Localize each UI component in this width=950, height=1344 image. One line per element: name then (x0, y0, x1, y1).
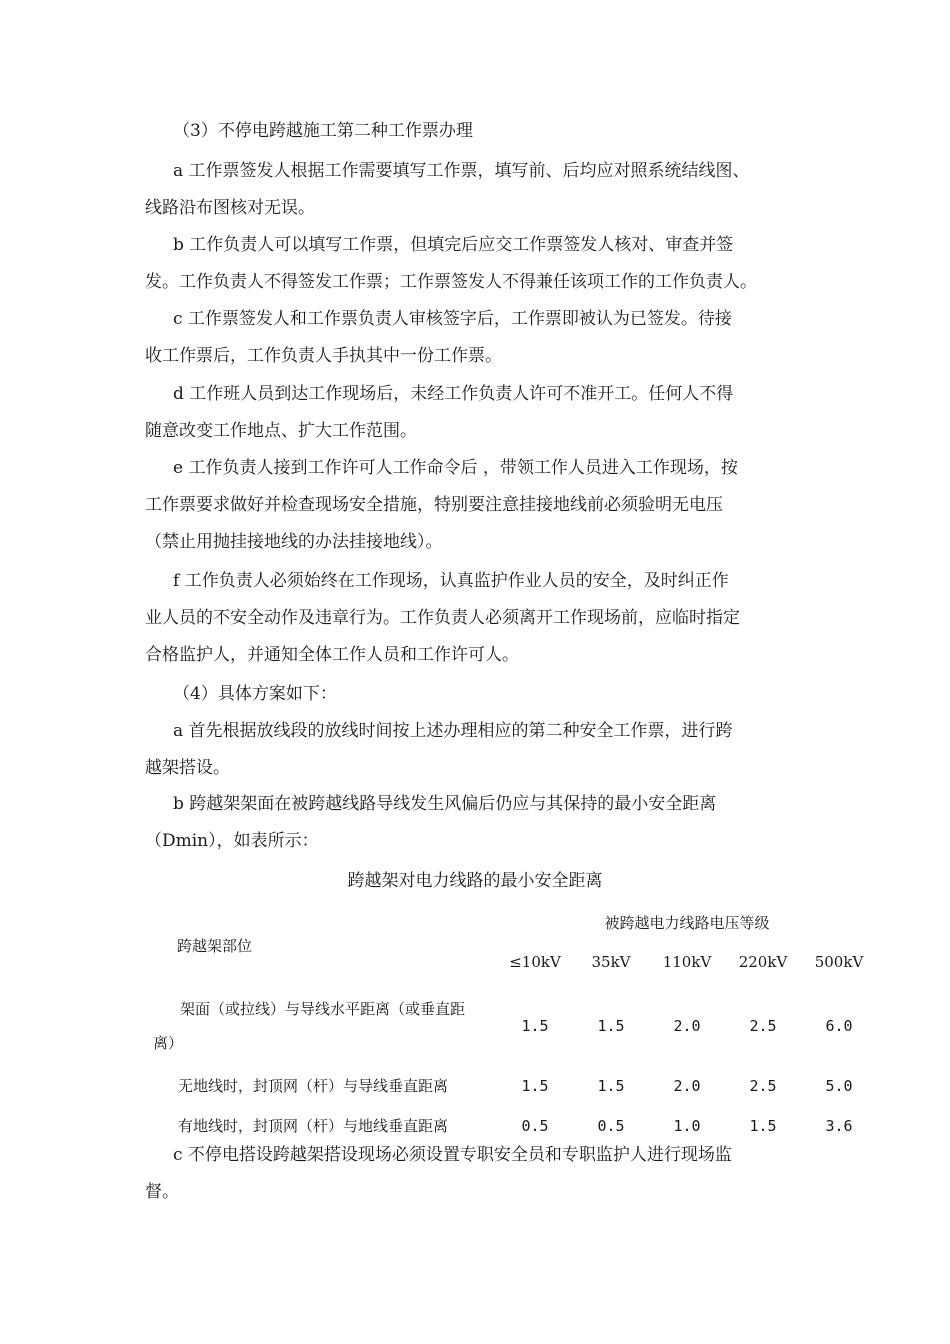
table-cell: 6.0 (825, 1017, 853, 1035)
section-3-heading (173, 113, 833, 150)
column-header: 110kV (662, 953, 712, 971)
column-header: 35kV (591, 953, 631, 971)
paragraph-line: 收工作票后，工作负责人手执其中一份工作票。 (145, 346, 502, 366)
paragraph-line: a 工作票签发人根据工作需要填写工作票，填写前、后均应对照系统结线图、 (173, 161, 750, 181)
table-cell: 1.5 (521, 1017, 549, 1035)
row-label-line: 无地线时，封顶网（杆）与导线垂直距离 (178, 1077, 449, 1095)
paragraph-line: f 工作负责人必须始终在工作现场，认真监护作业人员的安全，及时纠正作 (173, 571, 729, 591)
paragraph-line: 业人员的不安全动作及违章行为。工作负责人必须离开工作现场前，应临时指定 (145, 608, 740, 628)
table-cell: 3.6 (825, 1117, 853, 1135)
column-header: 220kV (738, 953, 788, 971)
table-cell: 2.5 (749, 1077, 777, 1095)
paragraph-b (145, 227, 805, 301)
table-cell: 2.0 (673, 1017, 701, 1035)
row-label-line: 有地线时，封顶网（杆）与地线垂直距离 (178, 1117, 449, 1135)
row-label-line: 离） (153, 1034, 184, 1052)
paragraph-f (145, 563, 805, 674)
row-label (145, 1067, 497, 1105)
paragraph-line: 工作票要求做好并检查现场安全措施，特别要注意挂接地线前必须验明无电压 (145, 495, 723, 515)
table-cell: 1.5 (521, 1077, 549, 1095)
table-cell: 1.5 (749, 1117, 777, 1135)
paragraph-line: c 工作票签发人和工作票负责人审核签字后，工作票即被认为已签发。待接 (173, 309, 732, 329)
paragraph-c (145, 301, 805, 375)
paragraph-line: a 首先根据放线段的放线时间按上述办理相应的第二种安全工作票，进行跨 (173, 721, 733, 741)
paragraph-4c (145, 1137, 805, 1211)
column-header: 500kV (814, 953, 864, 971)
paragraph-d (145, 376, 805, 450)
paragraph-line: 越架搭设。 (145, 758, 230, 778)
paragraph-a (145, 153, 805, 227)
table-cell: 1.0 (673, 1117, 701, 1135)
table-cell: 1.5 (597, 1077, 625, 1095)
paragraph-line: d 工作班人员到达工作现场后，未经工作负责人许可不准开工。任何人不得 (173, 384, 734, 404)
table-caption: 跨越架对电力线路的最小安全距离 (347, 871, 603, 891)
table-row (145, 1067, 877, 1105)
paragraph-line: 随意改变工作地点、扩大工作范围。 (145, 421, 417, 441)
table-cell: 1.5 (597, 1017, 625, 1035)
row-header-label: 跨越架部位 (177, 936, 253, 955)
paragraph-line: （4）具体方案如下： (173, 684, 337, 704)
table-cell: 2.0 (673, 1077, 701, 1095)
table-cell: 2.5 (749, 1017, 777, 1035)
paragraph-line: 督。 (145, 1182, 179, 1202)
paragraph-4b (145, 786, 805, 860)
paragraph-4a (145, 713, 805, 787)
column-header: ≤10kV (509, 953, 561, 971)
paragraph-line: 合格监护人，并通知全体工作人员和工作许可人。 (145, 645, 519, 665)
paragraph-e (145, 450, 805, 561)
paragraph-line: 线路沿布图核对无误。 (145, 198, 315, 218)
table-header-row (145, 905, 877, 939)
paragraph-line: b 跨越架架面在被跨越线路导线发生风偏后仍应与其保持的最小安全距离 (173, 794, 717, 814)
paragraph-line: 发。工作负责人不得签发工作票；工作票签发人不得兼任该项工作的工作负责人。 (145, 272, 757, 292)
table-cell: 0.5 (521, 1117, 549, 1135)
paragraph-line: （3）不停电跨越施工第二种工作票办理 (173, 121, 473, 141)
paragraph-line: （禁止用抛挂接地线的办法挂接地线）。 (145, 532, 443, 552)
row-label (145, 985, 497, 1067)
paragraph-line: （Dmin），如表所示： (145, 831, 319, 851)
table-row (145, 985, 877, 1067)
row-label-line: 架面（或拉线）与导线水平距离（或垂直距 (180, 1000, 466, 1018)
paragraph-line: c 不停电搭设跨越架搭设现场必须设置专职安全员和专职监护人进行现场监 (173, 1145, 732, 1165)
table-cell: 0.5 (597, 1117, 625, 1135)
voltage-group-header: 被跨越电力线路电压等级 (604, 913, 770, 932)
paragraph-line: e 工作负责人接到工作许可人工作命令后 ，带领工作人员进入工作现场，按 (173, 458, 738, 478)
section-4-heading (173, 676, 833, 713)
safety-distance-table (145, 905, 877, 1147)
table-cell: 5.0 (825, 1077, 853, 1095)
row-header-label-cell (145, 905, 497, 985)
paragraph-line: b 工作负责人可以填写工作票，但填完后应交工作票签发人核对、审查并签 (173, 235, 734, 255)
